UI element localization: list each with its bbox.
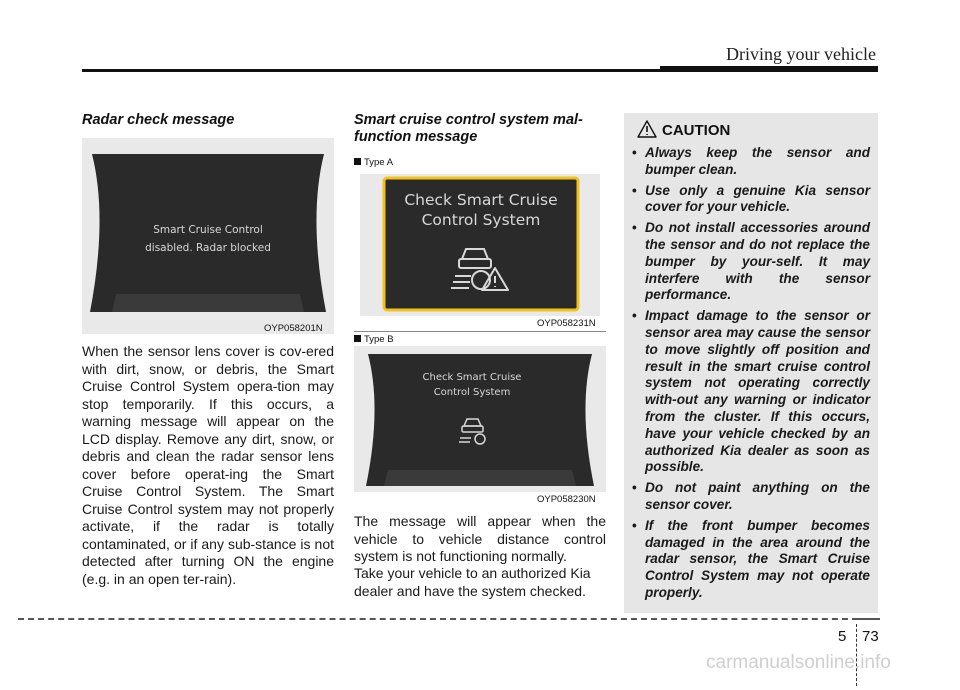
malfunction-title	[354, 112, 614, 146]
radar-lcd-figure	[82, 138, 334, 334]
header-rule-accent	[660, 66, 878, 70]
caution-title: CAUTION	[662, 122, 731, 139]
section-number: 5	[838, 628, 847, 645]
caution-item: • Do not paint anything on the sensor cover.	[632, 480, 870, 514]
type-b-lcd-display	[354, 346, 606, 492]
radar-body-text: When the sensor lens cover is cov-ered with dirt, snow, or debris, the Smart Cruise Control System opera-tion may stop temporarily. If this occurs, a warning message will appear on the LCD display. Remove any dirt, snow, or debris and clean the radar sensor lens cover before operat-ing the Smart Cruise Control System. The Smart Cruise Control system may not properly activate, if the radar is totally contaminated, or if any sub-stance is not detected after turning ON the engine (e.g. in an open ter-rain).	[82, 343, 334, 587]
malfunction-title-line-1: Smart cruise control system mal-	[354, 112, 583, 128]
type-a-label-text: Type A	[364, 157, 394, 168]
footer-rule-end	[858, 618, 880, 620]
radar-lcd-display	[82, 138, 334, 334]
malfunction-title-line-2: function message	[354, 129, 478, 145]
caution-item: • Impact damage to the sensor or sensor area may cause the sensor to move slightly off position and result in the smart cruise control system not operating correctly with-out any warning or indicator from the cluster. If this occurs, have your vehicle checked by an authorized Kia dealer as soon as possible.	[632, 308, 870, 476]
type-b-lcd-line-1: Check Smart Cruise	[422, 372, 522, 383]
type-a-lcd-display	[354, 156, 606, 316]
bullet-square	[354, 335, 361, 342]
image-code: OYP058230N	[537, 494, 596, 505]
watermark: carmanualsonline.info	[706, 652, 891, 673]
radar-lcd-line-2: disabled. Radar blocked	[145, 242, 271, 254]
figure-divider	[354, 331, 606, 332]
type-a-lcd-line-2: Control System	[421, 211, 541, 229]
radar-check-title: Radar check message	[82, 112, 235, 128]
malfunction-para-2: Take your vehicle to an authorized Kia dealer and have the system checked.	[354, 565, 591, 599]
type-b-lcd-line-2: Control System	[433, 387, 511, 398]
footer-rule	[18, 618, 858, 620]
caution-item: • Use only a genuine Kia sensor cover for your vehicle.	[632, 183, 870, 217]
type-b-label	[354, 334, 394, 345]
running-header: Driving your vehicle	[726, 44, 876, 64]
type-b-figure	[354, 346, 606, 492]
caution-item: • If the front bumper becomes damaged in the area around the radar sensor, the Smart Cruise Control System may not operate properly.	[632, 518, 870, 602]
caution-item: • Do not install accessories around the sensor and do not replace the bumper by your-self. It may interfere with the sensor performance.	[632, 220, 870, 304]
image-code: OYP058201N	[264, 323, 323, 334]
warning-triangle-icon	[637, 120, 657, 143]
image-code: OYP058231N	[537, 318, 596, 329]
radar-lcd-line-1: Smart Cruise Control	[153, 224, 263, 236]
caution-item: • Always keep the sensor and bumper clean.	[632, 145, 870, 179]
page-number: 73	[862, 628, 879, 645]
caution-list	[632, 145, 870, 606]
type-b-label-text: Type B	[364, 334, 394, 345]
malfunction-para-1: The message will appear when the vehicle to vehicle distance control system is not functioning normally.	[354, 513, 606, 564]
type-a-figure	[354, 156, 606, 316]
type-a-lcd-line-1: Check Smart Cruise	[404, 191, 558, 209]
